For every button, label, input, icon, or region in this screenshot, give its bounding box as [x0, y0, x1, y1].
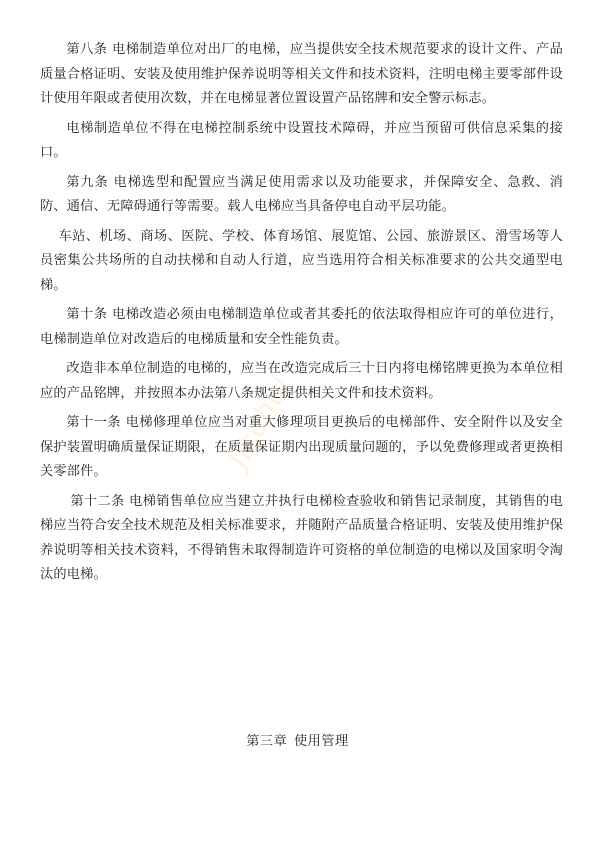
article-9-public-places-paragraph: 车站、机场、商场、医院、学校、体育场馆、展览馆、公园、旅游景区、滑雪场等人员密集公共场所的自动扶梯和自动人行道，应当选用符合相关标准要求的公共交通型电梯。: [40, 228, 563, 293]
article-10-nameplate-paragraph: 改造非本单位制造的电梯的，应当在改造完成后三十日内将电梯铭牌更换为本单位相应的产品铭牌，并按照本办法第八条规定提供相关文件和技术资料。: [40, 361, 563, 401]
article-10-paragraph: 第十条 电梯改造必须由电梯制造单位或者其委托的依法取得相应许可的单位进行，电梯制造单位对改造后的电梯质量和安全性能负责。: [40, 307, 563, 347]
article-12-paragraph: 第十二条 电梯销售单位应当建立并执行电梯检查验收和销售记录制度，其销售的电梯应当符合安全技术规范及相关标准要求，并随附产品质量合格证明、安装及使用维护保养说明等相关技术资料，不得销售未取得制造许可资格的单位制造的电梯以及国家明令淘汰的电梯。: [40, 493, 563, 582]
document-body: [40, 38, 563, 593]
article-11-paragraph: 第十一条 电梯修理单位应当对重大修理项目更换后的电梯部件、安全附件以及安全保护装置明确质量保证期限，在质量保证期内出现质量问题的，予以免费修理或者更换相关零部件。: [40, 415, 563, 479]
article-8-control-system-paragraph: 电梯制造单位不得在电梯控制系统中设置技术障碍，并应当预留可供信息采集的接口。: [40, 120, 563, 160]
article-8-paragraph: 第八条 电梯制造单位对出厂的电梯，应当提供安全技术规范要求的设计文件、产品质量合格证明、安装及使用维护保养说明等相关文件和技术资料，注明电梯主要零部件设计使用年限或者使用次数，并在电梯显著位置设置产品铭牌和安全警示标志。: [40, 42, 563, 106]
chapter-heading: 第三章 使用管理: [246, 734, 349, 749]
watermark: Jicohui: [221, 370, 298, 473]
article-9-paragraph: 第九条 电梯选型和配置应当满足使用需求以及功能要求，并保障安全、急救、消防、通信、无障碍通行等需要。载人电梯应当具备停电自动平层功能。: [40, 174, 563, 214]
